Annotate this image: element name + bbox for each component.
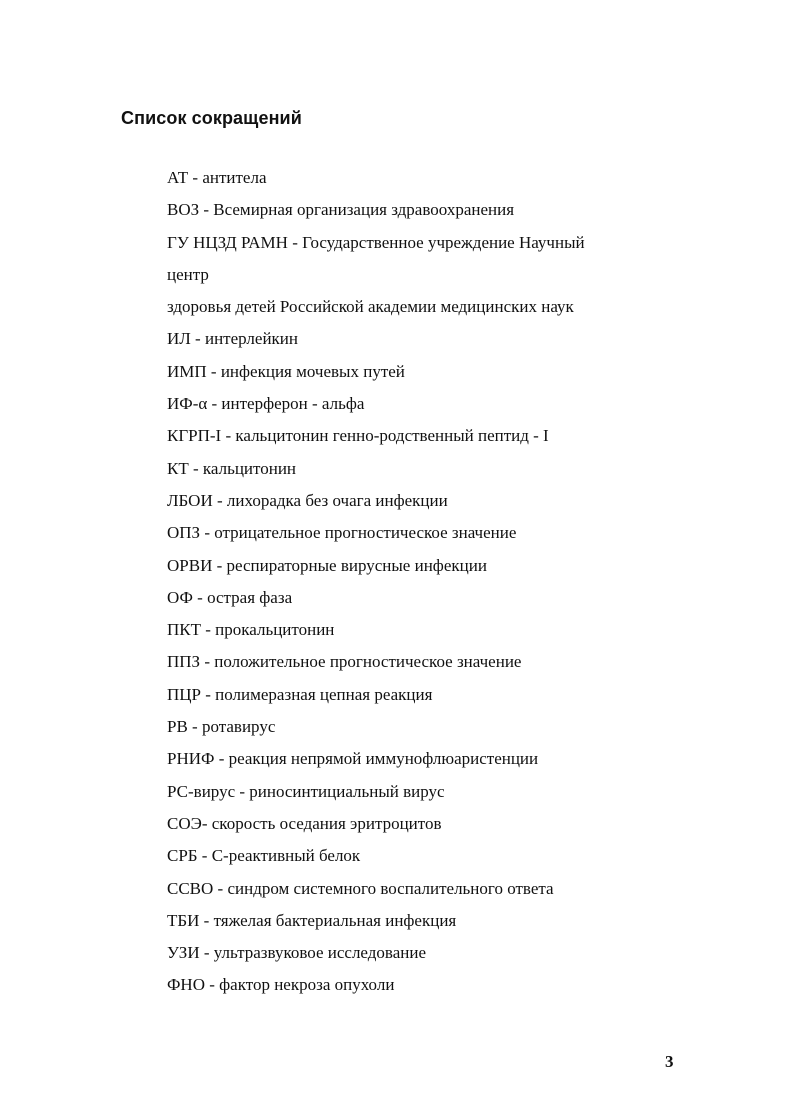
- abbreviation-line: ОФ - острая фаза: [167, 587, 293, 607]
- abbreviation-line: ОРВИ - респираторные вирусные инфекции: [167, 555, 487, 575]
- abbreviation-line: АТ - антитела: [167, 168, 267, 187]
- abbreviation-line: УЗИ - ультразвуковое исследование: [167, 943, 426, 963]
- abbreviation-line: ОПЗ - отрицательное прогностическое значение: [167, 523, 517, 543]
- abbreviation-line: РВ - ротавирус: [167, 717, 276, 737]
- abbreviation-line: ИМП - инфекция мочевых путей: [167, 361, 405, 381]
- abbreviation-line: ППЗ - положительное прогностическое значение: [167, 652, 522, 672]
- abbreviation-line: ССВО - синдром системного воспалительного ответа: [167, 878, 554, 898]
- abbreviation-line: ПЦР - полимеразная цепная реакция: [167, 684, 433, 704]
- abbreviation-line: ГУ НЦЗД РАМН - Государственное учреждение Научный: [167, 232, 585, 252]
- abbreviation-line: РС-вирус - риносинтициальный вирус: [167, 781, 445, 801]
- abbreviation-line: ФНО - фактор некроза опухоли: [167, 975, 395, 995]
- abbreviation-line: ИЛ - интерлейкин: [167, 329, 298, 349]
- abbreviation-line: КГРП-I - кальцитонин генно-родственный пептид - I: [167, 426, 549, 446]
- abbreviation-line: ВОЗ - Всемирная организация здравоохранения: [167, 200, 515, 220]
- abbreviation-line: центр: [167, 264, 209, 284]
- abbreviation-line: КТ - кальцитонин: [167, 458, 297, 478]
- abbreviation-line: РНИФ - реакция непрямой иммунофлюаристенции: [167, 749, 539, 769]
- abbreviation-line: ТБИ - тяжелая бактериальная инфекция: [167, 910, 457, 930]
- abbreviation-list: [167, 166, 687, 1006]
- abbreviation-line: СРБ - С-реактивный белок: [167, 846, 361, 866]
- abbreviation-line: ИФ-α - интерферон - альфа: [167, 394, 365, 414]
- abbreviation-line: здоровья детей Российской академии медицинских наук: [167, 297, 574, 317]
- abbreviation-line: ПКТ - прокальцитонин: [167, 620, 335, 640]
- page-heading: Список сокращений: [121, 108, 302, 128]
- abbreviation-line: ЛБОИ - лихорадка без очага инфекции: [167, 490, 448, 510]
- page-number: 3: [665, 1052, 674, 1071]
- abbreviation-line: СОЭ- скорость оседания эритроцитов: [167, 813, 442, 833]
